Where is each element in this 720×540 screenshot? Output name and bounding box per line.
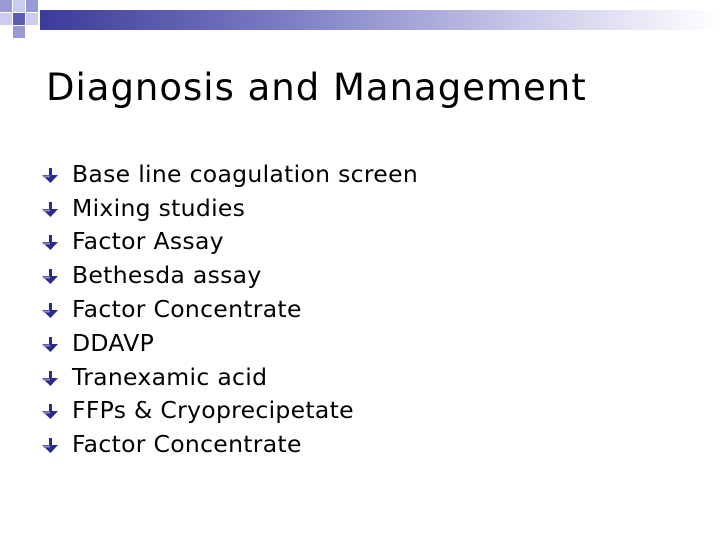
arrow-bullet-icon bbox=[40, 371, 60, 387]
arrow-bullet-icon bbox=[40, 269, 60, 285]
bullet-text: Bethesda assay bbox=[72, 261, 262, 290]
bullet-item bbox=[40, 326, 418, 360]
bullet-item bbox=[40, 292, 418, 326]
bullet-item bbox=[40, 191, 418, 225]
header-decoration bbox=[0, 0, 720, 40]
bullet-text: Factor Concentrate bbox=[72, 295, 302, 324]
decor-square bbox=[26, 13, 38, 25]
bullet-list bbox=[40, 157, 418, 461]
bullet-item bbox=[40, 225, 418, 259]
decor-square bbox=[26, 0, 38, 12]
bullet-text: DDAVP bbox=[72, 328, 155, 357]
bullet-text: Mixing studies bbox=[72, 193, 246, 222]
bullet-item bbox=[40, 427, 418, 461]
decor-square bbox=[0, 13, 12, 25]
bullet-item bbox=[40, 258, 418, 292]
bullet-item bbox=[40, 394, 418, 428]
bullet-text: Base line coagulation screen bbox=[72, 159, 419, 188]
arrow-bullet-icon bbox=[40, 337, 60, 353]
arrow-bullet-icon bbox=[40, 235, 60, 251]
arrow-bullet-icon bbox=[40, 404, 60, 420]
header-gradient-bar bbox=[40, 10, 720, 30]
decor-square bbox=[13, 26, 25, 38]
decor-square bbox=[13, 13, 25, 25]
decor-square bbox=[13, 0, 25, 12]
bullet-text: Tranexamic acid bbox=[72, 362, 268, 391]
bullet-text: Factor Concentrate bbox=[72, 430, 302, 459]
arrow-bullet-icon bbox=[40, 438, 60, 454]
bullet-item bbox=[40, 360, 418, 394]
arrow-bullet-icon bbox=[40, 303, 60, 319]
decor-square bbox=[0, 0, 12, 12]
arrow-bullet-icon bbox=[40, 202, 60, 218]
bullet-text: Factor Assay bbox=[72, 227, 224, 256]
slide-title: Diagnosis and Management bbox=[46, 66, 587, 109]
arrow-bullet-icon bbox=[40, 168, 60, 184]
bullet-item bbox=[40, 157, 418, 191]
bullet-text: FFPs & Cryoprecipetate bbox=[72, 396, 354, 425]
